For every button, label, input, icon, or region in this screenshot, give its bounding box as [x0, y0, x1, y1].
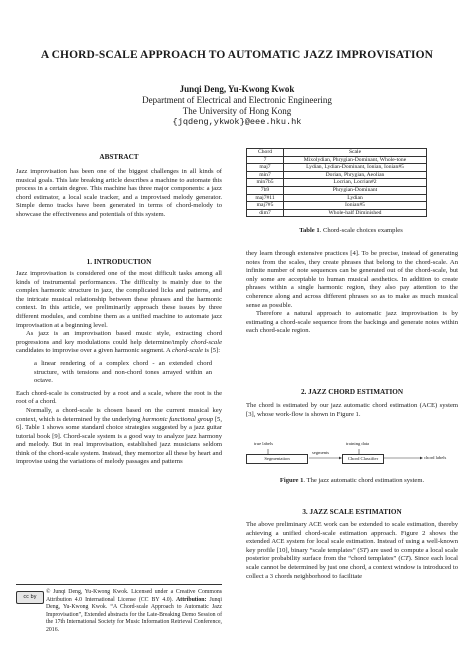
intro-p4-text-a: Normally, a chord-scale is chosen based on the current musical key context, which is determined by the underlying [16, 406, 222, 423]
figure-caption-label: Figure 1 [279, 477, 304, 484]
sec3-text-1: The above preliminary ACE work can be extended to scale estimation, thereby achieving a unified chord-scale estimation approach. Figure 2 shows the extended ACE system for local scale estimation. Instead of using a well-known key profile [10], binary “scale templates” ( [246, 521, 458, 554]
sec3-text-2: ) are used to compute a local scale posterior probability surface from the “chord templates” ( [246, 546, 458, 563]
table-cell: Mixolydian, Phrygian-Dominant, Whole-tone [284, 156, 427, 164]
table-header-scale: Scale [284, 149, 427, 157]
table-cell: 7 [247, 156, 284, 164]
table-row [247, 209, 427, 217]
table-row [247, 164, 427, 172]
license-text-1: © Junqi Deng, Yu-Kwong Kwok. Licensed under a Creative Commons Attribution 4.0 International License (CC BY 4.0). [46, 589, 222, 603]
intro-paragraph-1: Jazz improvisation is considered one of the most difficult tasks among all kinds of instrumental performances. The difficulty is mainly due to the complex harmonic structure in jazz, the complicated licks and patterns, and the intricate musical relationship between these phrases and the harmonic context. In this article, we preliminarily approach these issues by three different modules, and combine them as a unified machine to automate jazz improvisation at a beginning level. [16, 270, 222, 329]
intro-p4-italic: harmonic functional group [142, 415, 214, 423]
abstract-paragraph: Jazz improvisation has been one of the biggest challenges in all kinds of musical goals. This late breaking article describes a machine to automate this process in a certain degree. This machine has three major components: a jazz chord estimator, a local scale tracker, and a improvised melody generator. Simple demo tracks have been generated in terms of chord-melody to showcase the effectiveness and potentials of this system. [16, 168, 222, 218]
affiliation-univ: The University of Hong Kong [182, 106, 292, 116]
table-cell: Whole-half Diminished [284, 209, 427, 217]
intro-p2-text-c: is [5]: [202, 347, 221, 355]
figure-caption [246, 477, 458, 484]
table-row [247, 156, 427, 164]
sec3-body [246, 521, 458, 581]
sec3-heading: 3. JAZZ SCALE ESTIMATION [302, 508, 402, 516]
right-paragraph-1: they learn through extensive practices [4]. To be precise, instead of generating notes from the scales, they create phrases that belong to the chord-scale. An infinite number of note sequences can be generated out of the chord-scale, but only some are acceptable to human musical aesthetics. In addition to create phrases within a single harmonic region, they also pay attention to the coherence along and across different phrases so as to make as much musical sense as possible. [246, 250, 458, 309]
table-cell: dim7 [247, 209, 284, 217]
sec2-paragraph: The chord is estimated by our jazz automatic chord estimation (ACE) system [3], whose work-flow is shown in Figure 1. [246, 402, 458, 418]
sec3-paragraph [246, 521, 458, 581]
table-caption-label: Table 1 [299, 227, 320, 234]
table-caption [244, 227, 458, 234]
intro-quote: a linear rendering of a complex chord - an extended chord structure, with tensions and non-chord tones arrayed within an octave. [34, 359, 212, 385]
table-cell: Ionian#5 [284, 202, 427, 210]
table-cell: maj7#5 [247, 202, 284, 210]
fig-label-training-data: training data [346, 441, 370, 446]
chord-classifier-box: Chord Classifier [342, 454, 384, 464]
affiliation-dept: Department of Electrical and Electronic Engineering [142, 95, 332, 105]
ace-workflow-figure [246, 441, 458, 473]
footnote-rule [16, 584, 222, 585]
paper-title: A CHORD-SCALE APPROACH TO AUTOMATIC JAZZ IMPROVISATION [40, 49, 434, 61]
table-cell: min7b5 [247, 179, 284, 187]
intro-paragraph-4 [16, 407, 222, 467]
intro-paragraph-3: Each chord-scale is constructed by a root and a scale, where the root is the root of a chord. [16, 389, 222, 406]
table-cell: maj7 [247, 164, 284, 172]
cc-license-badge: cc by [16, 591, 44, 604]
sec2-heading: 2. JAZZ CHORD ESTIMATION [300, 388, 404, 396]
intro-p2-italic: chord-scale [191, 338, 222, 346]
table-row [247, 202, 427, 210]
sec3-text-3: ). Since each local scale cannot be determined by just one chord, a context window is introduced to collect a 3 chords neighborhood to facilitate [246, 555, 458, 580]
license-attribution-label: Attribution: [176, 596, 207, 603]
table-row [247, 171, 427, 179]
license-text [46, 589, 222, 635]
intro-heading: 1. INTRODUCTION [86, 258, 152, 266]
segmentation-box: Segmentation [246, 454, 308, 464]
table-cell: Lydian, Lydian-Dominant, Ionian, Ionian#5 [284, 164, 427, 172]
table-row [247, 186, 427, 194]
table-cell: Phrygian-Dominant [284, 186, 427, 194]
author-email: {jqdeng,ykwok}@eee.hku.hk [172, 117, 302, 127]
abstract-heading: ABSTRACT [99, 153, 139, 161]
arrowhead [420, 457, 423, 460]
table-caption-text: . Chord-scale choices examples [319, 227, 403, 234]
license-text-2: Junqi Deng, Yu-Kwong Kwok. “A Chord-scale Approach to Automatic Jazz Improvisation”, Extended abstracts for the Late-Breaking Demo Session of the 17th International Society for Music Information Retrieval Conference, 2016. [46, 596, 222, 633]
intro-p4-text-b: [5, 6]. Table 1 shows some standard choice strategies suggested by a jazz guitar tutorial book [9]. Chord-scale system is a good way to analyze jazz harmony and melody. But in real improvisation, established jazz musicians seldom think of the chord-scale system. Instead, they memorize all these by heart and improvise using the variations of melody passages and patterns [16, 415, 223, 466]
abstract-text [16, 168, 222, 220]
authors: Junqi Deng, Yu-Kwong Kwok [179, 84, 295, 94]
intro-p2-text-a: As jazz is an improvisation based music style, extracting chord progressions and key modulations could help determine/imply [16, 330, 222, 346]
intro-p2-italic-2: chord-scale [172, 347, 203, 355]
right-body [246, 250, 458, 336]
table-header-row [247, 149, 427, 157]
table-cell: Locrian, Locrian#2 [284, 179, 427, 187]
intro-body [16, 270, 222, 467]
table-cell: 7b9 [247, 186, 284, 194]
table-cell: maj7#11 [247, 194, 284, 202]
table-row [247, 179, 427, 187]
chord-scale-table [246, 148, 427, 217]
fig-label-true-labels: true labels [254, 441, 274, 446]
figure-caption-text: . The jazz automatic chord estimation system. [303, 477, 425, 484]
sec3-ct-symbol: CT [400, 555, 409, 563]
table-cell: min7 [247, 171, 284, 179]
sec2-body [246, 402, 458, 419]
right-paragraph-2: Therefore a natural approach to automatic jazz improvisation is by estimating a chord-scale sequence from the backings and generate notes within each chord-scale region. [246, 310, 458, 335]
table-header-chord: Chord [247, 149, 284, 157]
table-cell: Lydian [284, 194, 427, 202]
intro-p2-text-b: candidates to improvise over a given harmonic segment. A [16, 347, 173, 355]
fig-label-chord-labels: chord labels [424, 455, 447, 460]
sec3-st-symbol: ST [359, 546, 367, 554]
table-cell: Dorian, Phrygian, Aeolian [284, 171, 427, 179]
fig-label-segments: segments [312, 450, 330, 455]
table-row [247, 194, 427, 202]
intro-paragraph-2 [16, 330, 222, 356]
chord-scale-table-wrap [246, 148, 427, 217]
